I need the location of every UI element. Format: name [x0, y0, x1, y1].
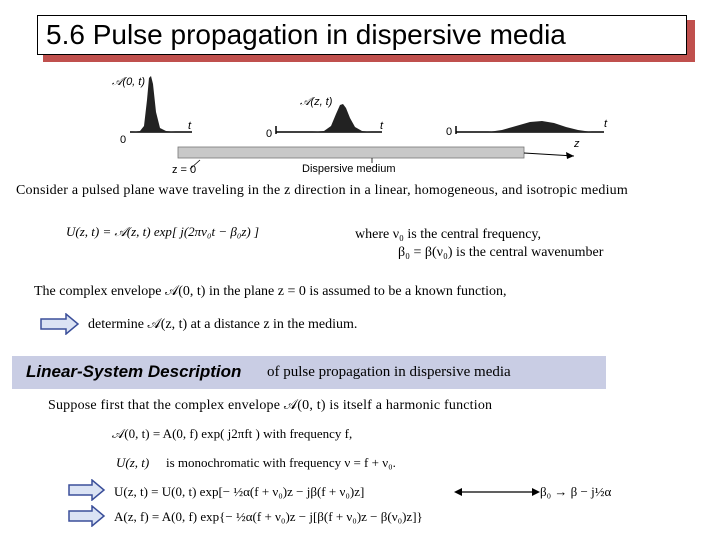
label-a0t: 𝒜(0, t): [112, 76, 146, 88]
equation-3: U(z, t) = U(0, t) exp[− ½α(f + ν₀)z − jβ(f + ν₀)z]: [114, 484, 365, 499]
section-heading: Linear-System Description: [26, 362, 242, 381]
where-line-1: where ν₀ is the central frequency,: [355, 227, 541, 242]
equation-2b: is monochromatic with frequency ν = f + ν₀.: [166, 455, 396, 470]
pulse-3: [456, 121, 604, 134]
t-label-2: t: [380, 120, 384, 132]
label-azt: 𝒜(z, t): [300, 96, 333, 108]
t-label-3: t: [604, 118, 608, 130]
section-header-band: [12, 356, 606, 389]
zero-label-1: 0: [120, 134, 127, 146]
z-label: z: [574, 138, 580, 150]
zero-label-3: 0: [446, 126, 453, 138]
zero-label-2: 0: [266, 128, 273, 140]
equation-2a: U(z, t): [116, 455, 150, 470]
page-title: 5.6 Pulse propagation in dispersive media: [46, 19, 566, 50]
section-heading-rest: of pulse propagation in dispersive media: [267, 364, 511, 380]
dispersive-medium-bar: [178, 147, 524, 158]
equation-U: U(z, t) = 𝒜(z, t) exp[ j(2πν₀t − β₀z) ]: [66, 224, 260, 239]
equation-1: 𝒜(0, t) = A(0, f) exp( j2πft ) with frequency f,: [112, 426, 353, 441]
arrow-icon: [40, 313, 80, 335]
determine-text: determine 𝒜(z, t) at a distance z in the medium.: [88, 317, 358, 332]
suppose-text: Suppose first that the complex envelope 𝒜(0, t) is itself a harmonic function: [48, 398, 493, 413]
arrow-icon: [68, 479, 108, 501]
z0-label: z = 0: [172, 164, 197, 176]
intro-text: Consider a pulsed plane wave traveling in the z direction in a linear, homogeneous, and isotropic medium: [16, 183, 628, 198]
complex-envelope-text: The complex envelope 𝒜(0, t) in the plane z = 0 is assumed to be a known function,: [34, 284, 507, 299]
equation-4: A(z, f) = A(0, f) exp{− ½α(f + ν₀)z − j[β(f + ν₀)z − β(ν₀)z]}: [114, 509, 423, 524]
medium-label: Dispersive medium: [302, 163, 396, 175]
pulse-diagram: [0, 0, 719, 185]
t-label-1: t: [188, 120, 192, 132]
where-line-2: β₀ = β(ν₀) is the central wavenumber: [398, 245, 604, 260]
side-note: β₀ → β − j½α: [540, 484, 612, 499]
arrow-icon: [68, 505, 108, 527]
